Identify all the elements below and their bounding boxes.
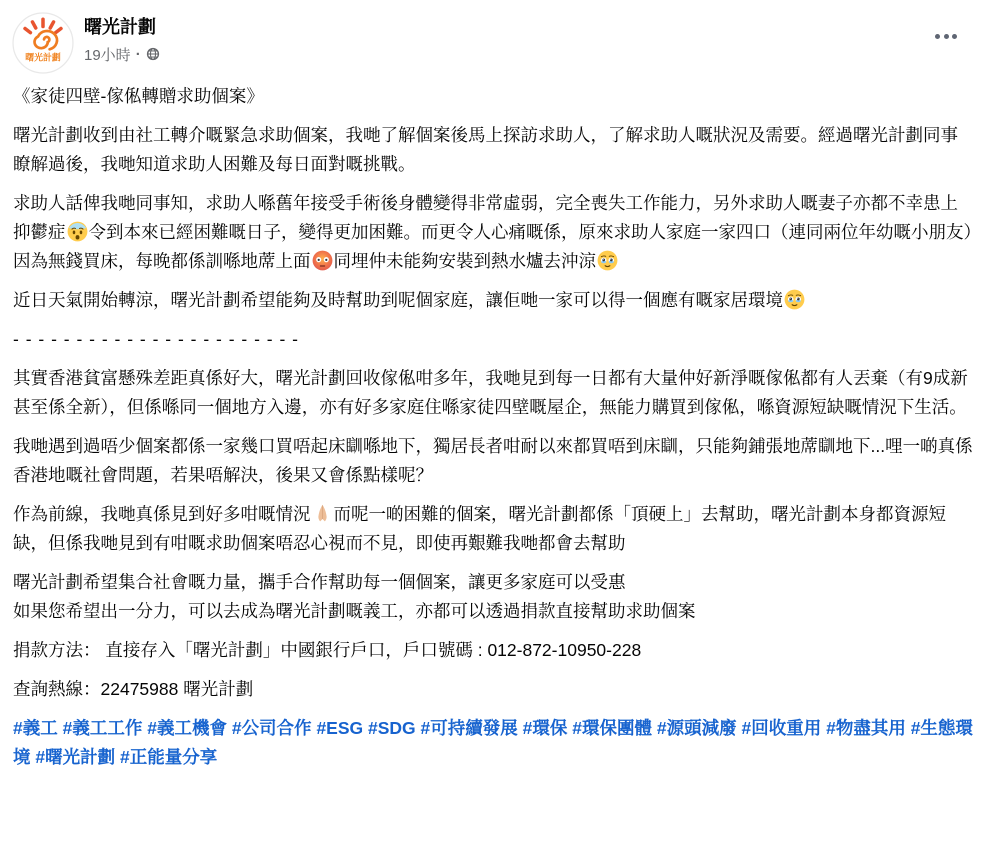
donation-method-line: 捐款方法： 直接存入「曙光計劃」中國銀行戶口，戶口號碼 : 012-872-10950-228	[13, 640, 642, 660]
face-holding-back-tears-icon	[597, 250, 618, 271]
post-paragraph: 近日天氣開始轉涼，曙光計劃希望能夠及時幫助到呢個家庭，讓佢哋一家可以得一個應有嘅家居環境	[13, 286, 973, 315]
post-paragraph: 作為前線，我哋真係見到好多咁嘅情況 而呢一啲困難的個案，曙光計劃都係「頂硬上」去幫助，曙光計劃本身都資源短缺，但係我哋見到有咁嘅求助個案唔忍心視而不見，即使再艱難我哋都會去幫助	[13, 504, 946, 553]
hashtag-link[interactable]: #生態環境	[13, 718, 973, 767]
globe-privacy-icon	[146, 47, 160, 61]
more-options-button[interactable]	[931, 26, 961, 47]
folded-hands-icon	[312, 503, 333, 524]
hashtag-link[interactable]: #可持續發展	[420, 718, 518, 738]
post-timestamp[interactable]: 19小時	[84, 46, 131, 64]
hashtag-link[interactable]: #環保團體	[572, 718, 652, 738]
flushed-face-icon	[312, 250, 333, 271]
hotline-line: 查詢熱線：22475988 曙光計劃	[13, 679, 254, 699]
hashtag-link[interactable]: #回收重用	[741, 718, 822, 738]
hashtag-link[interactable]: #SDG	[368, 718, 416, 738]
post-header	[0, 0, 989, 76]
post-title: 《家徒四壁-傢俬轉贈求助個案》	[13, 86, 264, 106]
hashtag-link[interactable]: #正能量分享	[119, 747, 218, 767]
hashtag-link[interactable]: #環保	[522, 718, 568, 738]
hashtag-link[interactable]: #公司合作	[231, 718, 312, 738]
svg-text:曙光計劃: 曙光計劃	[25, 52, 61, 63]
hashtag-link[interactable]: #義工	[13, 718, 58, 738]
hashtag-link[interactable]: #ESG	[316, 718, 364, 738]
post-paragraph: 求助人話俾我哋同事知，求助人喺舊年接受手術後身體變得非常虛弱，完全喪失工作能力，另外求助人嘅妻子亦都不幸患上抑鬱症 令到本來已經困難嘅日子，變得更加困難。而更令人心痛嘅係，原來求助人家庭一家四口（連同兩位年幼嘅小朋友）因為無錢買床，每晚都係訓喺地蓆上面 同埋仲未能夠安裝到熱水爐去沖涼	[13, 193, 973, 271]
anxious-face-icon	[67, 221, 88, 242]
meta-separator-dot: ·	[135, 45, 141, 63]
hashtag-link[interactable]: #源頭減廢	[656, 718, 737, 738]
post-paragraph: 曙光計劃希望集合社會嘅力量，攜手合作幫助每一個個案，讓更多家庭可以受惠 如果您希望出一分力，可以去成為曙光計劃嘅義工，亦都可以透過捐款直接幫助求助個案	[13, 572, 696, 621]
post-paragraph: 其實香港貧富懸殊差距真係好大，曙光計劃回收傢俬咁多年，我哋見到每一日都有大量仲好新淨嘅傢俬都有人丟棄（有9成新甚至係全新），但係喺同一個地方入邊，亦有好多家庭住喺家徒四壁嘅屋企，無能力購買到傢俬，喺資源短缺嘅情況下生活。	[13, 368, 968, 417]
dawn-project-logo-icon	[12, 12, 74, 74]
ellipsis-icon	[935, 34, 940, 39]
page-avatar[interactable]	[12, 12, 74, 74]
hashtag-link[interactable]: #義工機會	[147, 718, 227, 738]
dashed-separator: - - - - - - - - - - - - - - - - - - - - - - -	[13, 329, 300, 349]
post-header-text	[84, 12, 160, 65]
post-paragraph: 我哋遇到過唔少個案都係一家幾口買唔起床瞓喺地下，獨居長者咁耐以來都買唔到床瞓，只能夠鋪張地蓆瞓地下...哩一啲真係香港地嘅社會問題，若果唔解決，後果又會係點樣呢？	[13, 436, 973, 485]
hashtags	[13, 714, 973, 772]
hashtag-link[interactable]: #曙光計劃	[35, 747, 116, 767]
hashtag-link[interactable]: #物盡其用	[826, 718, 906, 738]
post-paragraph: 曙光計劃收到由社工轉介嘅緊急求助個案，我哋了解個案後馬上探訪求助人，了解求助人嘅狀況及需要。經過曙光計劃同事瞭解過後，我哋知道求助人困難及每日面對嘅挑戰。	[13, 125, 958, 174]
post-content	[0, 76, 989, 790]
post-meta	[84, 44, 160, 65]
hashtag-link[interactable]: #義工工作	[62, 718, 143, 738]
face-holding-back-tears-icon	[784, 289, 805, 310]
page-name-link[interactable]: 曙光計劃	[84, 17, 156, 37]
